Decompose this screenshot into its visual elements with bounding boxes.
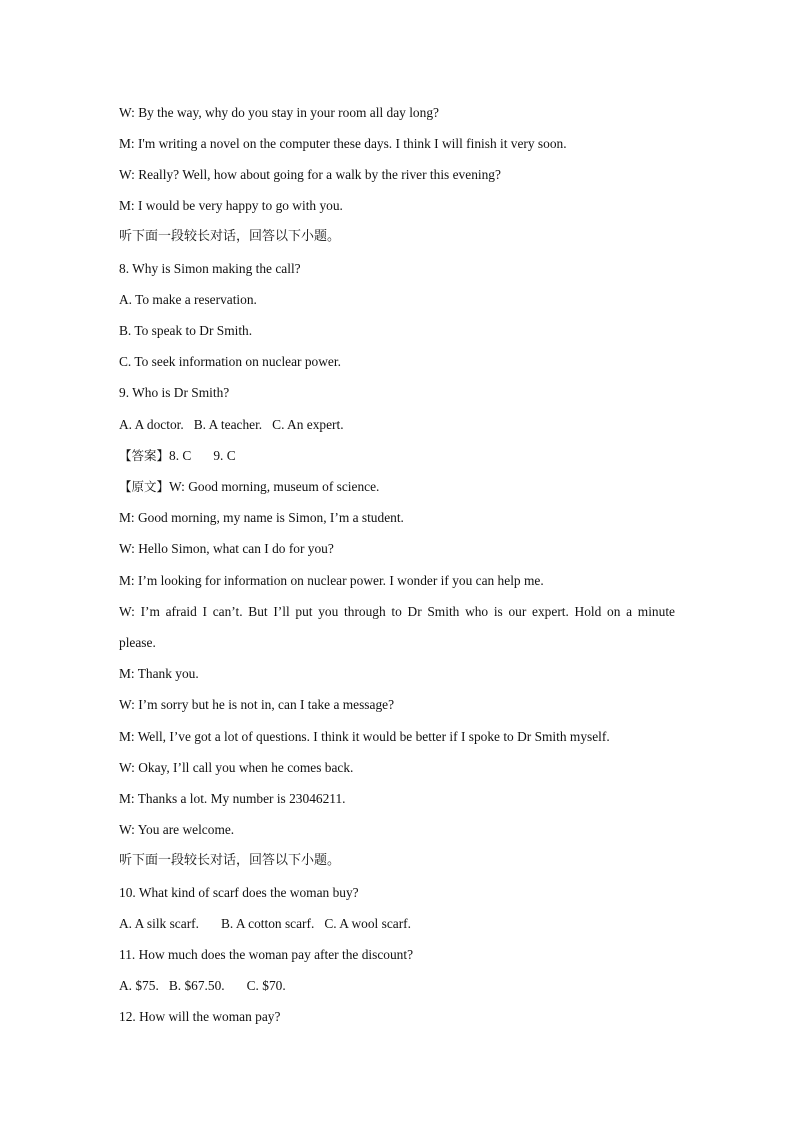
transcript-line: M: I’m looking for information on nuclear power. I wonder if you can help me. bbox=[119, 573, 544, 588]
q8-option-a: A. To make a reservation. bbox=[119, 292, 257, 307]
question-11: 11. How much does the woman pay after the discount? bbox=[119, 947, 414, 962]
transcript-line: M: Thank you. bbox=[119, 666, 199, 681]
dialogue-line: M: I would be very happy to go with you. bbox=[119, 198, 343, 213]
q9-option-a: A. A doctor. bbox=[119, 417, 184, 432]
q10-option-a: A. A silk scarf. bbox=[119, 916, 199, 931]
q11-options bbox=[119, 978, 286, 994]
question-9: 9. Who is Dr Smith? bbox=[119, 385, 230, 400]
q11-option-c: C. $70. bbox=[246, 978, 286, 993]
section-instruction: 听下面一段较长对话，回答以下小题。 bbox=[119, 853, 341, 868]
question-8: 8. Why is Simon making the call? bbox=[119, 261, 301, 276]
answer-line bbox=[119, 448, 236, 464]
q9-options bbox=[119, 417, 344, 433]
q11-option-b: B. $67.50. bbox=[168, 978, 225, 993]
q10-option-b: B. A cotton scarf. bbox=[220, 916, 315, 931]
q11-option-a: A. $75. bbox=[119, 978, 159, 993]
dialogue-line: M: I'm writing a novel on the computer these days. I think I will finish it very soon. bbox=[119, 136, 567, 151]
transcript-line: please. bbox=[119, 635, 156, 650]
answer-9: 9. C bbox=[213, 448, 236, 463]
q10-option-c: C. A wool scarf. bbox=[324, 916, 411, 931]
transcript-line: M: Thanks a lot. My number is 23046211. bbox=[119, 791, 346, 806]
transcript-line: W: Okay, I’ll call you when he comes back. bbox=[119, 760, 354, 775]
dialogue-line: W: Really? Well, how about going for a walk by the river this evening? bbox=[119, 167, 501, 182]
transcript-line: M: Well, I’ve got a lot of questions. I think it would be better if I spoke to Dr Smith myself. bbox=[119, 729, 610, 744]
q9-option-b: B. A teacher. bbox=[193, 417, 263, 432]
q8-option-b: B. To speak to Dr Smith. bbox=[119, 323, 253, 338]
transcript-line: M: Good morning, my name is Simon, I’m a student. bbox=[119, 510, 404, 525]
transcript-line: W: Hello Simon, what can I do for you? bbox=[119, 541, 334, 556]
q10-options bbox=[119, 916, 411, 932]
transcript-tag: 【原文】 bbox=[119, 479, 170, 494]
q9-option-c: C. An expert. bbox=[272, 417, 344, 432]
transcript-line: W: Good morning, museum of science. bbox=[169, 479, 380, 494]
question-10: 10. What kind of scarf does the woman buy? bbox=[119, 885, 359, 900]
answer-tag: 【答案】 bbox=[119, 448, 170, 463]
question-12: 12. How will the woman pay? bbox=[119, 1009, 281, 1024]
answer-8: 8. C bbox=[169, 448, 192, 463]
transcript-line: W: You are welcome. bbox=[119, 822, 235, 837]
section-instruction: 听下面一段较长对话，回答以下小题。 bbox=[119, 229, 341, 244]
dialogue-line: W: By the way, why do you stay in your room all day long? bbox=[119, 105, 439, 120]
transcript-line: W: I’m sorry but he is not in, can I take a message? bbox=[119, 697, 395, 712]
transcript-line: W: I’m afraid I can’t. But I’ll put you through to Dr Smith who is our expert. Hold on a minute bbox=[119, 604, 675, 619]
q8-option-c: C. To seek information on nuclear power. bbox=[119, 354, 341, 369]
transcript-first-line bbox=[119, 479, 379, 495]
